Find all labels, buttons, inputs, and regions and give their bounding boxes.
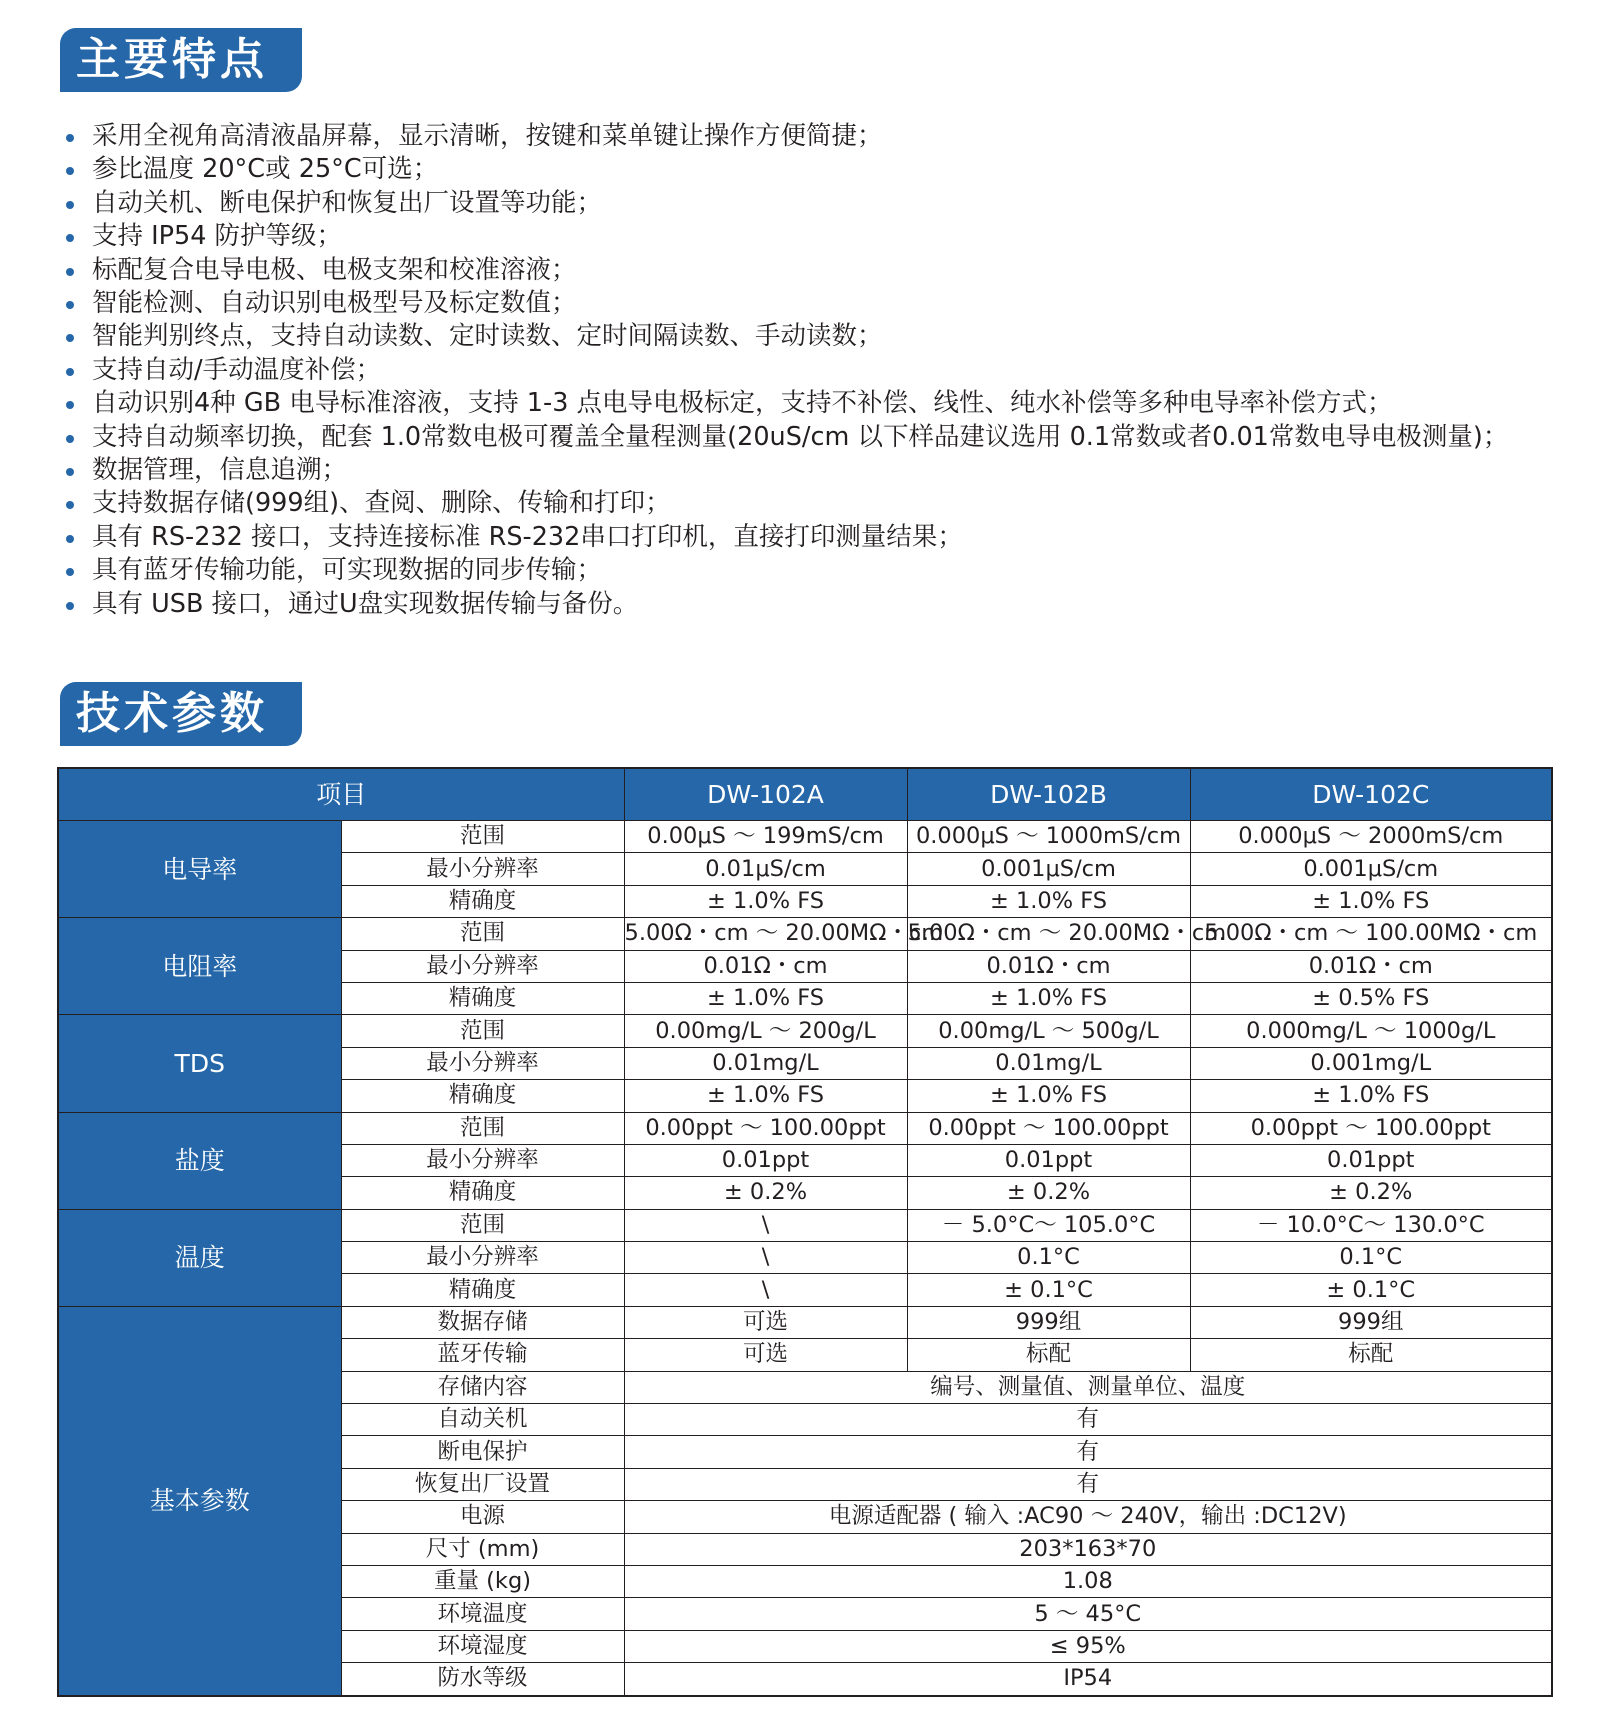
value-cell: 可选	[624, 1306, 907, 1338]
merged-value-cell: ≤ 95%	[624, 1630, 1552, 1662]
row-label: 重量 (kg)	[341, 1565, 624, 1597]
row-label: 范围	[341, 1209, 624, 1241]
feature-text: 支持 IP54 防护等级；	[92, 221, 343, 252]
table-row	[58, 821, 1552, 853]
row-label: 电源	[341, 1501, 624, 1533]
feature-item	[66, 387, 1556, 420]
value-cell: ± 0.2%	[624, 1177, 907, 1209]
feature-item	[66, 588, 1556, 621]
bullet-icon	[66, 167, 74, 175]
value-cell: 0.00ppt ～ 100.00ppt	[907, 1112, 1190, 1144]
value-cell: 0.001μS/cm	[907, 853, 1190, 885]
value-cell: 5.00Ω・cm ～ 20.00MΩ・cm	[624, 918, 907, 950]
row-label: 最小分辨率	[341, 1242, 624, 1274]
value-cell: 0.01μS/cm	[624, 853, 907, 885]
feature-item	[66, 220, 1556, 253]
row-label: 范围	[341, 1112, 624, 1144]
value-cell: 0.000mg/L ～ 1000g/L	[1190, 1015, 1552, 1047]
row-label: 精确度	[341, 1080, 624, 1112]
merged-value-cell: 203*163*70	[624, 1533, 1552, 1565]
row-label: 防水等级	[341, 1663, 624, 1696]
feature-text: 数据管理，信息追溯；	[92, 455, 348, 486]
feature-text: 具有 USB 接口，通过U盘实现数据传输与备份。	[92, 588, 639, 619]
value-cell: 0.00mg/L ～ 500g/L	[907, 1015, 1190, 1047]
feature-item	[66, 254, 1556, 287]
value-cell: 0.00mg/L ～ 200g/L	[624, 1015, 907, 1047]
value-cell: 0.00μS ～ 199mS/cm	[624, 821, 907, 853]
merged-value-cell: 有	[624, 1436, 1552, 1468]
bullet-icon	[66, 435, 74, 443]
row-label: 范围	[341, 918, 624, 950]
bullet-icon	[66, 234, 74, 242]
row-label: 环境温度	[341, 1598, 624, 1630]
value-cell: ± 1.0% FS	[907, 982, 1190, 1014]
value-cell: 0.01mg/L	[907, 1047, 1190, 1079]
value-cell: － 5.0°C～ 105.0°C	[907, 1209, 1190, 1241]
features-section-title: 主要特点	[60, 28, 302, 92]
value-cell: ± 0.1°C	[907, 1274, 1190, 1306]
feature-text: 自动识别4种 GB 电导标准溶液，支持 1-3 点电导电极标定，支持不补偿、线性、纯水补偿等多种电导率补偿方式；	[92, 388, 1393, 419]
feature-text: 具有 RS-232 接口，支持连接标准 RS-232串口打印机，直接打印测量结果；	[92, 521, 963, 552]
table-row	[58, 918, 1552, 950]
value-cell: 0.000μS ～ 2000mS/cm	[1190, 821, 1552, 853]
row-label: 精确度	[341, 1177, 624, 1209]
row-label: 最小分辨率	[341, 1144, 624, 1176]
feature-item	[66, 521, 1556, 554]
feature-text: 具有蓝牙传输功能，可实现数据的同步传输；	[92, 555, 603, 586]
merged-value-cell: 有	[624, 1468, 1552, 1500]
value-cell: 标配	[907, 1339, 1190, 1371]
value-cell: ± 1.0% FS	[624, 1080, 907, 1112]
bullet-icon	[66, 535, 74, 543]
value-cell: ± 1.0% FS	[1190, 885, 1552, 917]
group-label: 盐度	[58, 1112, 341, 1209]
value-cell: 0.1°C	[907, 1242, 1190, 1274]
value-cell: 0.000μS ～ 1000mS/cm	[907, 821, 1190, 853]
row-label: 精确度	[341, 982, 624, 1014]
feature-item	[66, 187, 1556, 220]
value-cell: ± 1.0% FS	[907, 1080, 1190, 1112]
row-label: 恢复出厂设置	[341, 1468, 624, 1500]
value-cell: 0.01Ω・cm	[1190, 950, 1552, 982]
header-item: 项目	[58, 768, 624, 821]
row-label: 精确度	[341, 885, 624, 917]
bullet-icon	[66, 134, 74, 142]
header-model-a: DW-102A	[624, 768, 907, 821]
value-cell: 0.001mg/L	[1190, 1047, 1552, 1079]
feature-item	[66, 554, 1556, 587]
row-label: 尺寸 (mm)	[341, 1533, 624, 1565]
row-label: 精确度	[341, 1274, 624, 1306]
feature-text: 支持自动/手动温度补偿；	[92, 354, 382, 385]
bullet-icon	[66, 301, 74, 309]
bullet-icon	[66, 201, 74, 209]
row-label: 范围	[341, 821, 624, 853]
feature-text: 自动关机、断电保护和恢复出厂设置等功能；	[92, 187, 603, 218]
bullet-icon	[66, 401, 74, 409]
merged-value-cell: 电源适配器 ( 输入 :AC90 ～ 240V，输出 :DC12V)	[624, 1501, 1552, 1533]
value-cell: \	[624, 1274, 907, 1306]
row-label: 最小分辨率	[341, 853, 624, 885]
bullet-icon	[66, 568, 74, 576]
feature-item	[66, 354, 1556, 387]
value-cell: ± 1.0% FS	[907, 885, 1190, 917]
group-label: 电导率	[58, 821, 341, 918]
value-cell: 标配	[1190, 1339, 1552, 1371]
feature-text: 采用全视角高清液晶屏幕，显示清晰，按键和菜单键让操作方便简捷；	[92, 121, 883, 151]
feature-item	[66, 421, 1556, 454]
header-model-b: DW-102B	[907, 768, 1190, 821]
feature-item	[66, 454, 1556, 487]
bullet-icon	[66, 268, 74, 276]
bullet-icon	[66, 468, 74, 476]
feature-text: 支持自动频率切换，配套 1.0常数电极可覆盖全量程测量(20uS/cm 以下样品建议选用 0.1常数或者0.01常数电导电极测量)；	[92, 421, 1509, 452]
row-label: 存储内容	[341, 1371, 624, 1403]
value-cell: ± 0.2%	[907, 1177, 1190, 1209]
value-cell: 999组	[1190, 1306, 1552, 1338]
table-header-row	[58, 768, 1552, 821]
feature-text: 参比温度 20°C或 25°C可选；	[92, 154, 439, 185]
row-label: 自动关机	[341, 1404, 624, 1436]
value-cell: 0.01Ω・cm	[624, 950, 907, 982]
value-cell: \	[624, 1242, 907, 1274]
row-label: 最小分辨率	[341, 950, 624, 982]
merged-value-cell: 有	[624, 1404, 1552, 1436]
bullet-icon	[66, 334, 74, 342]
value-cell: 5.00Ω・cm ～ 100.00MΩ・cm	[1190, 918, 1552, 950]
bullet-icon	[66, 501, 74, 509]
value-cell: 0.01ppt	[624, 1144, 907, 1176]
feature-item	[66, 487, 1556, 520]
bullet-icon	[66, 368, 74, 376]
table-row	[58, 1112, 1552, 1144]
row-label: 断电保护	[341, 1436, 624, 1468]
value-cell: 999组	[907, 1306, 1190, 1338]
merged-value-cell: 5 ～ 45°C	[624, 1598, 1552, 1630]
feature-item	[66, 320, 1556, 353]
value-cell: ± 0.2%	[1190, 1177, 1552, 1209]
merged-value-cell: IP54	[624, 1663, 1552, 1696]
value-cell: 0.01mg/L	[624, 1047, 907, 1079]
value-cell: 可选	[624, 1339, 907, 1371]
row-label: 范围	[341, 1015, 624, 1047]
value-cell: ± 1.0% FS	[624, 982, 907, 1014]
bullet-icon	[66, 602, 74, 610]
value-cell: － 10.0°C～ 130.0°C	[1190, 1209, 1552, 1241]
group-label: 基本参数	[58, 1306, 341, 1695]
table-row	[58, 1209, 1552, 1241]
value-cell: 0.00ppt ～ 100.00ppt	[1190, 1112, 1552, 1144]
value-cell: 0.1°C	[1190, 1242, 1552, 1274]
value-cell: 0.01ppt	[907, 1144, 1190, 1176]
merged-value-cell: 编号、测量值、测量单位、温度	[624, 1371, 1552, 1403]
table-row	[58, 1015, 1552, 1047]
row-label: 最小分辨率	[341, 1047, 624, 1079]
row-label: 数据存储	[341, 1306, 624, 1338]
header-model-c: DW-102C	[1190, 768, 1552, 821]
value-cell: \	[624, 1209, 907, 1241]
spec-table	[57, 767, 1553, 1697]
feature-text: 支持数据存储(999组)、查阅、删除、传输和打印；	[92, 488, 671, 519]
value-cell: ± 0.5% FS	[1190, 982, 1552, 1014]
feature-text: 智能检测、自动识别电极型号及标定数值；	[92, 288, 577, 319]
group-label: TDS	[58, 1015, 341, 1112]
row-label: 蓝牙传输	[341, 1339, 624, 1371]
value-cell: 0.01ppt	[1190, 1144, 1552, 1176]
feature-text: 智能判别终点，支持自动读数、定时读数、定时间隔读数、手动读数；	[92, 321, 883, 352]
value-cell: 5.00Ω・cm ～ 20.00MΩ・cm	[907, 918, 1190, 950]
params-section-title: 技术参数	[60, 682, 302, 746]
table-row	[58, 1306, 1552, 1338]
value-cell: 0.01Ω・cm	[907, 950, 1190, 982]
merged-value-cell: 1.08	[624, 1565, 1552, 1597]
feature-text: 标配复合电导电极、电极支架和校准溶液；	[92, 254, 577, 285]
value-cell: ± 1.0% FS	[1190, 1080, 1552, 1112]
feature-item	[66, 153, 1556, 186]
value-cell: 0.00ppt ～ 100.00ppt	[624, 1112, 907, 1144]
row-label: 环境湿度	[341, 1630, 624, 1662]
value-cell: 0.001μS/cm	[1190, 853, 1552, 885]
feature-item	[66, 120, 1556, 153]
feature-item	[66, 287, 1556, 320]
value-cell: ± 0.1°C	[1190, 1274, 1552, 1306]
group-label: 电阻率	[58, 918, 341, 1015]
value-cell: ± 1.0% FS	[624, 885, 907, 917]
group-label: 温度	[58, 1209, 341, 1306]
features-list	[66, 120, 1556, 621]
